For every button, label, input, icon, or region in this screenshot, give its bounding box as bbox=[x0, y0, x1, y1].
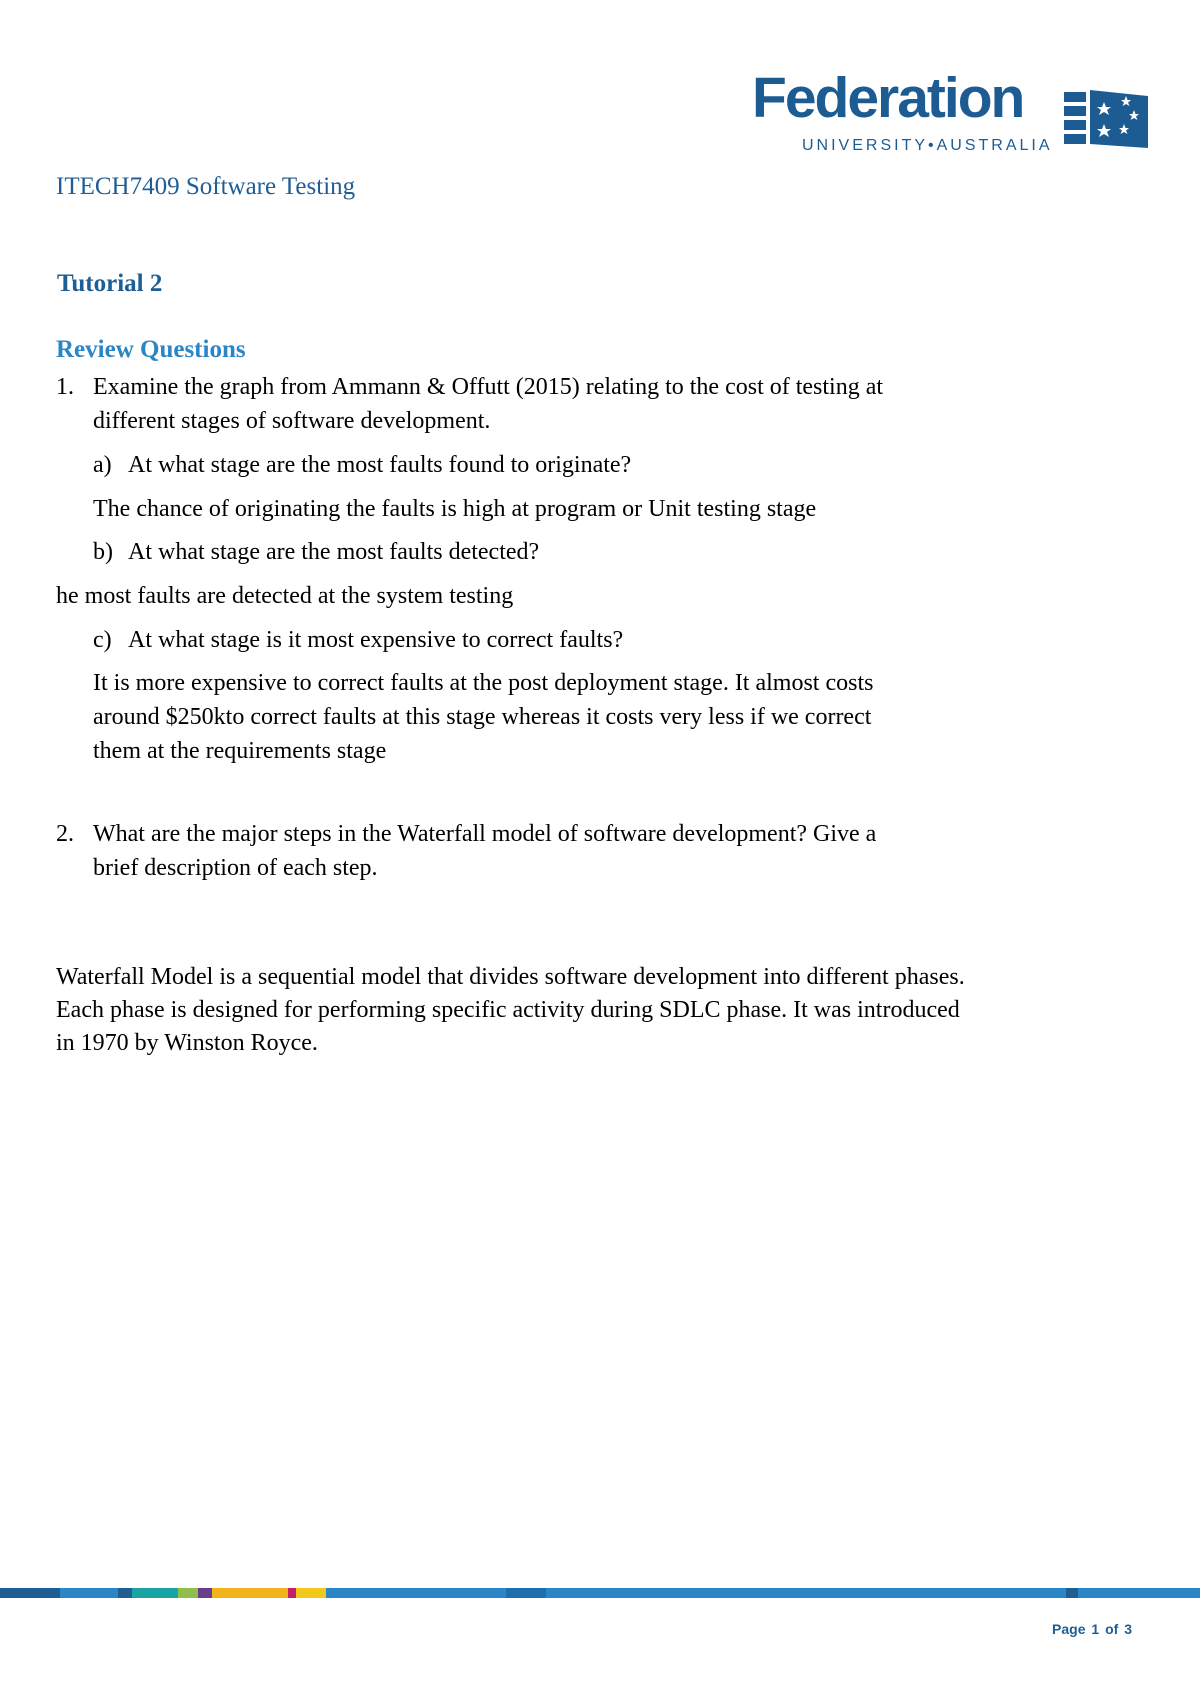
part-b-label: b) bbox=[93, 539, 113, 565]
part-a-answer: The chance of originating the faults is high at program or Unit testing stage bbox=[93, 496, 817, 522]
question-2-line-1: What are the major steps in the Waterfall model of software development? Give a bbox=[93, 821, 877, 847]
part-b-answer: he most faults are detected at the system testing bbox=[56, 583, 514, 609]
flag-icon bbox=[1064, 88, 1148, 150]
footer-color-bar bbox=[0, 1588, 1200, 1598]
part-c-answer-line-3: them at the requirements stage bbox=[93, 738, 387, 764]
tutorial-title: Tutorial 2 bbox=[57, 270, 163, 297]
question-1-number: 1. bbox=[56, 374, 74, 400]
part-c-answer-line-2: around $250kto correct faults at this stage whereas it costs very less if we correct bbox=[93, 704, 872, 730]
question-1-line-1: Examine the graph from Ammann & Offutt (2015) relating to the cost of testing at bbox=[93, 374, 884, 400]
part-c-question: At what stage is it most expensive to correct faults? bbox=[128, 627, 624, 653]
university-logo bbox=[752, 66, 1148, 158]
course-title: ITECH7409 Software Testing bbox=[56, 173, 356, 200]
question-2-answer-line-1: Waterfall Model is a sequential model that divides software development into different phases. bbox=[56, 964, 965, 990]
page-current: 1 bbox=[1091, 1621, 1100, 1637]
question-2-line-2: brief description of each step. bbox=[93, 855, 378, 881]
part-c-answer-line-1: It is more expensive to correct faults at the post deployment stage. It almost costs bbox=[93, 670, 874, 696]
page-label: Page bbox=[1052, 1621, 1086, 1637]
question-2-answer-line-3: in 1970 by Winston Royce. bbox=[56, 1030, 318, 1056]
part-c-label: c) bbox=[93, 627, 112, 653]
part-b-question: At what stage are the most faults detected? bbox=[128, 539, 540, 565]
section-heading: Review Questions bbox=[56, 336, 246, 363]
logo-wordmark: Federation bbox=[752, 66, 1024, 130]
part-a-question: At what stage are the most faults found to originate? bbox=[128, 452, 632, 478]
part-a-label: a) bbox=[93, 452, 112, 478]
page-total: 3 bbox=[1124, 1621, 1132, 1637]
question-2-number: 2. bbox=[56, 821, 74, 847]
page-of: of bbox=[1105, 1621, 1119, 1637]
question-2-answer-line-2: Each phase is designed for performing specific activity during SDLC phase. It was introduced bbox=[56, 997, 960, 1023]
logo-subtitle: UNIVERSITY•AUSTRALIA bbox=[802, 137, 1053, 154]
page-number bbox=[1052, 1621, 1132, 1637]
question-1-line-2: different stages of software development. bbox=[93, 408, 491, 434]
